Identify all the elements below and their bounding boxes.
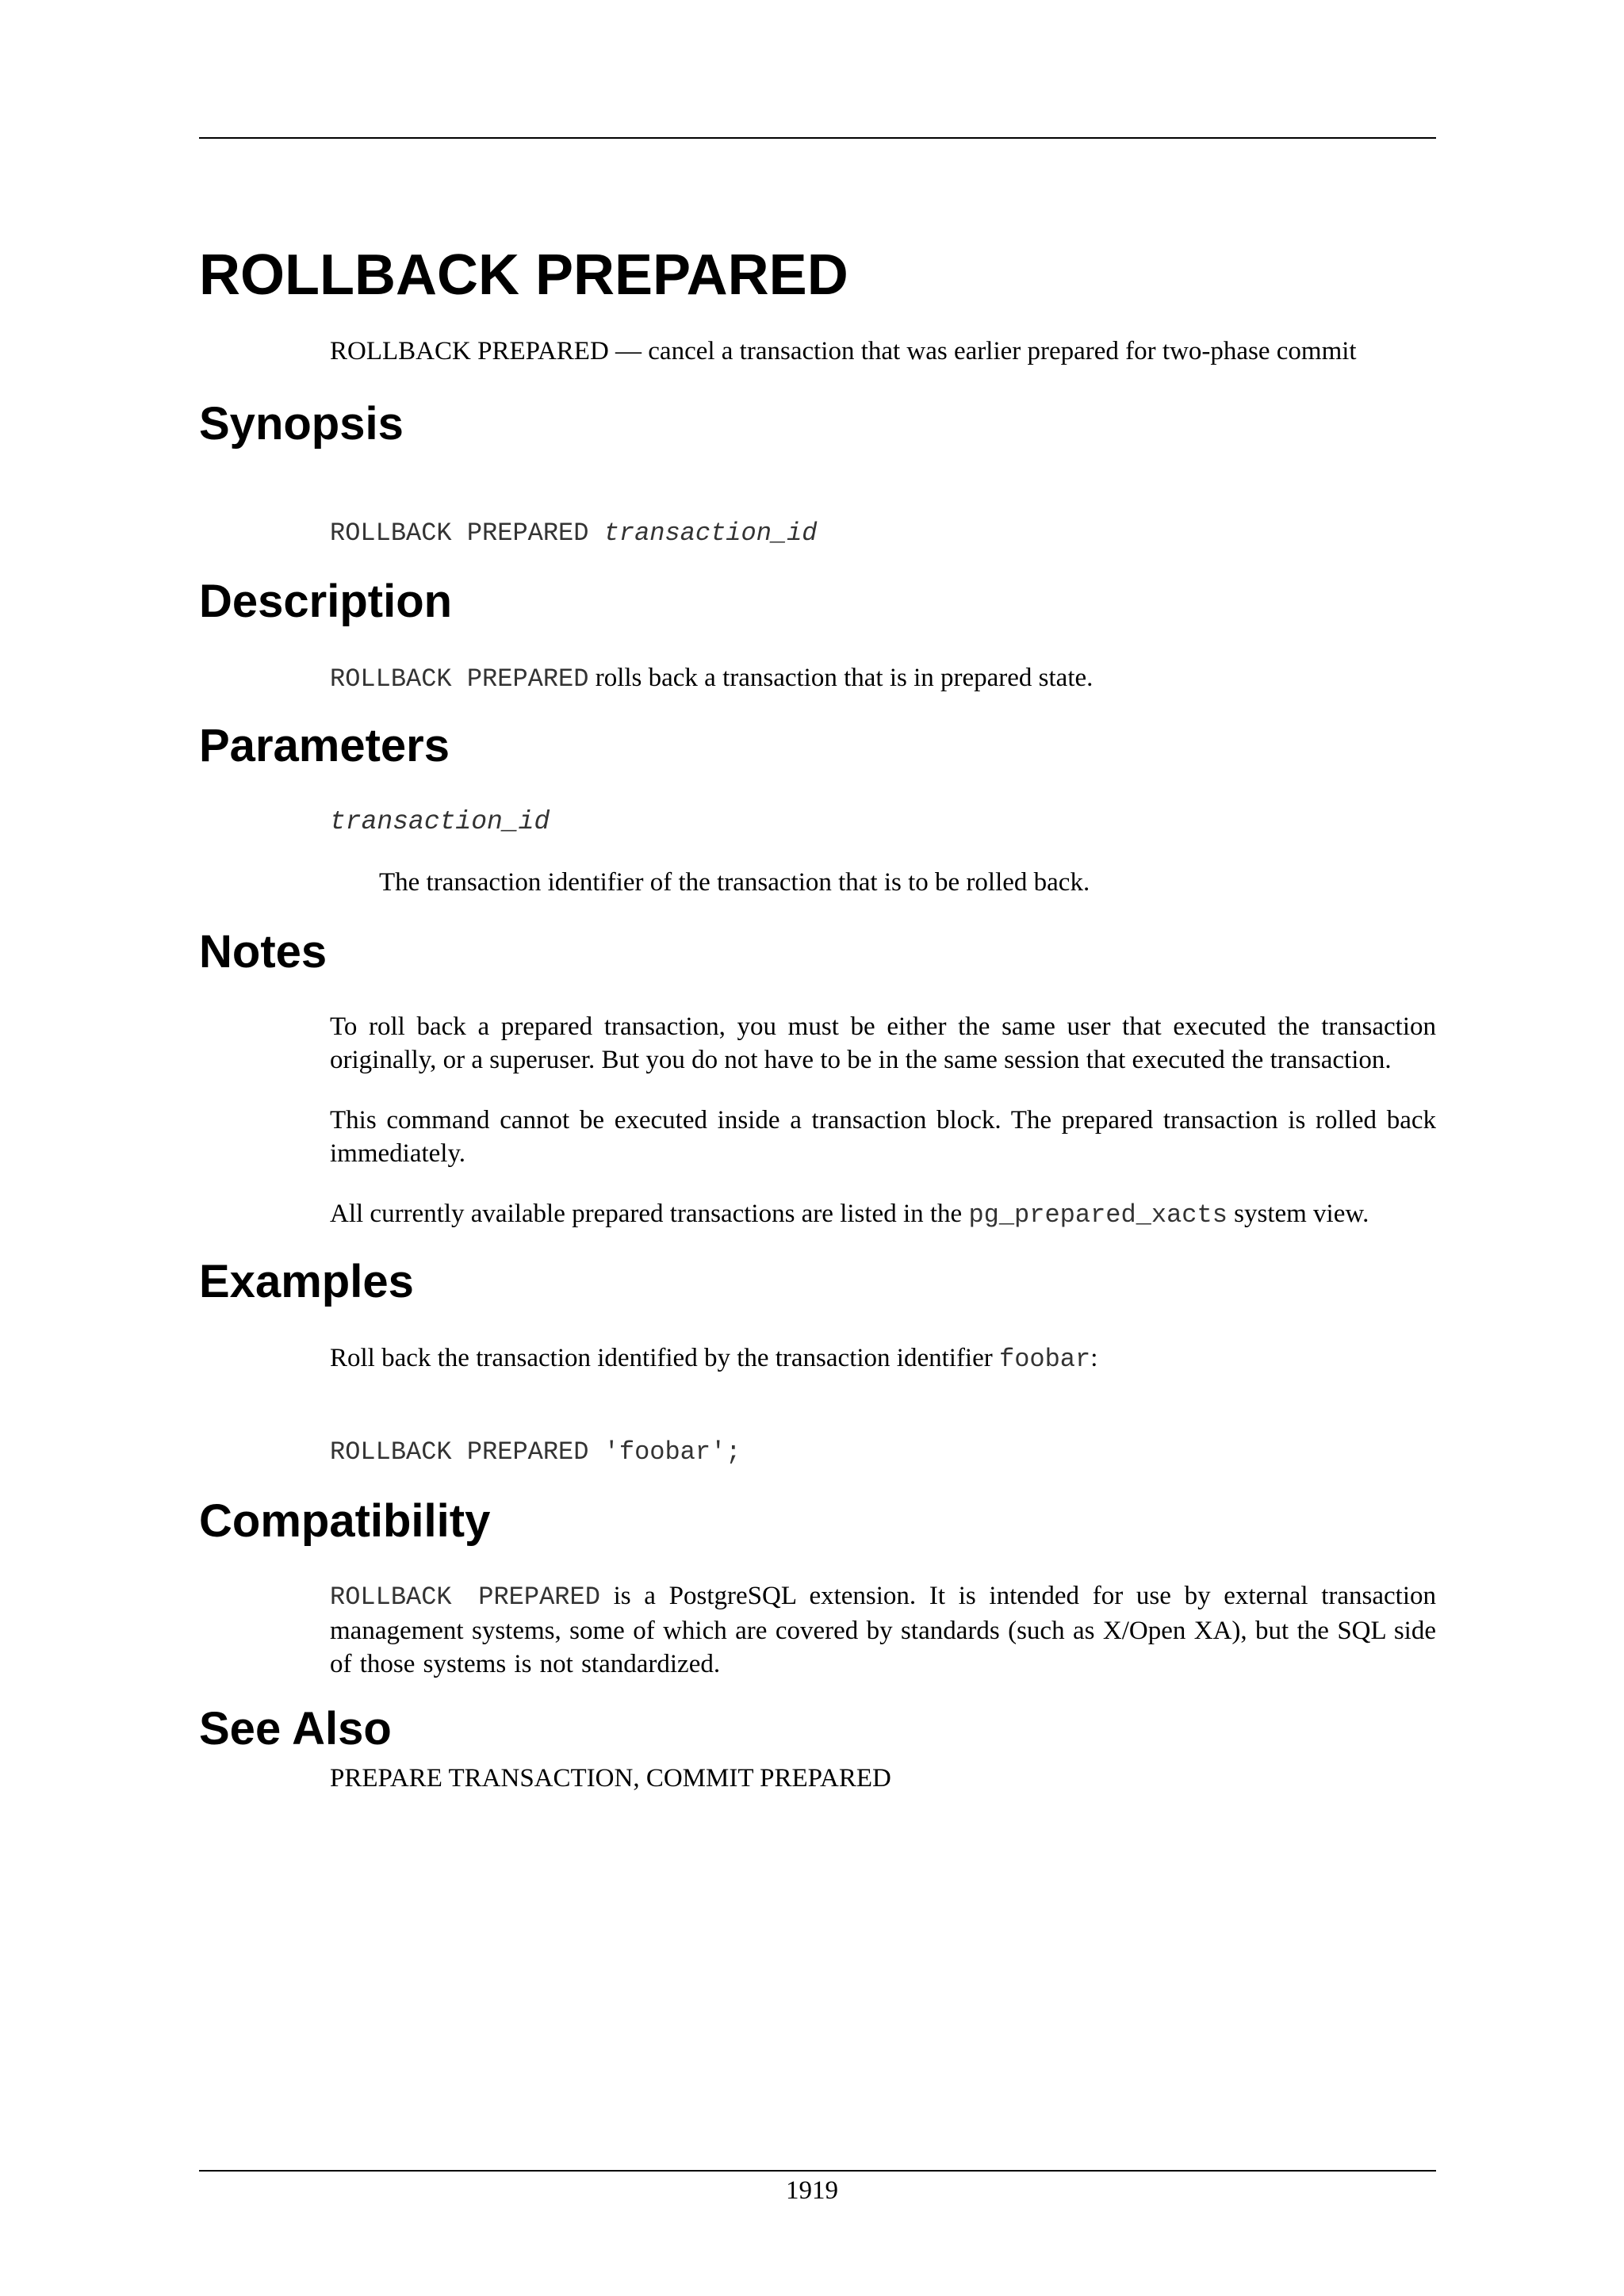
- examples-intro-after: :: [1090, 1344, 1098, 1372]
- compatibility-code: ROLLBACK PREPARED: [330, 1582, 600, 1612]
- description-body: rolls back a transaction that is in prepared state.: [588, 664, 1094, 692]
- examples-intro-code: foobar: [998, 1345, 1091, 1374]
- description-code: ROLLBACK PREPARED: [330, 664, 589, 694]
- notes-paragraph-3: [330, 1197, 1436, 1232]
- synopsis-param: transaction_id: [603, 519, 818, 548]
- examples-heading: Examples: [199, 1256, 414, 1307]
- page-title: ROLLBACK PREPARED: [199, 243, 848, 307]
- notes-paragraph-3-code: pg_prepared_xacts: [968, 1200, 1228, 1230]
- parameter-term: transaction_id: [330, 807, 550, 836]
- synopsis-code: [330, 517, 818, 550]
- synopsis-heading: Synopsis: [199, 398, 404, 450]
- examples-intro: [330, 1341, 1436, 1376]
- footer-rule: [199, 2170, 1436, 2172]
- notes-paragraph-3-before: All currently available prepared transactions are listed in the: [330, 1200, 969, 1228]
- purpose-line: ROLLBACK PREPARED — cancel a transaction that was earlier prepared for two-phase commit: [330, 337, 1357, 365]
- description-heading: Description: [199, 576, 453, 627]
- compatibility-body: is a PostgreSQL extension. It is intended for use by external transaction management systems, some of which are covered by standards (such as X/Open XA), but the SQL side of those systems is not standardized.: [330, 1582, 1437, 1678]
- examples-code: ROLLBACK PREPARED 'foobar';: [330, 1437, 741, 1467]
- notes-paragraph-1: To roll back a prepared transaction, you must be either the same user that executed the transaction originally, or a superuser. But you do not have to be in the same session that executed the transaction.: [330, 1012, 1436, 1074]
- synopsis-command: ROLLBACK PREPARED: [330, 519, 604, 548]
- header-rule: [199, 137, 1436, 139]
- compatibility-heading: Compatibility: [199, 1495, 491, 1547]
- description-text: [330, 661, 1436, 696]
- page-number: 1919: [786, 2176, 838, 2205]
- compatibility-text: [330, 1579, 1436, 1681]
- examples-intro-before: Roll back the transaction identified by the transaction identifier: [330, 1344, 999, 1372]
- see-also-heading: See Also: [199, 1703, 392, 1755]
- notes-paragraph-3-after: system view.: [1227, 1200, 1369, 1228]
- parameter-definition: The transaction identifier of the transaction that is to be rolled back.: [379, 868, 1090, 897]
- see-also-links: PREPARE TRANSACTION, COMMIT PREPARED: [330, 1764, 891, 1793]
- notes-paragraph-2: This command cannot be executed inside a transaction block. The prepared transaction is rolled back immediately.: [330, 1106, 1436, 1168]
- parameters-heading: Parameters: [199, 720, 450, 771]
- notes-heading: Notes: [199, 926, 327, 978]
